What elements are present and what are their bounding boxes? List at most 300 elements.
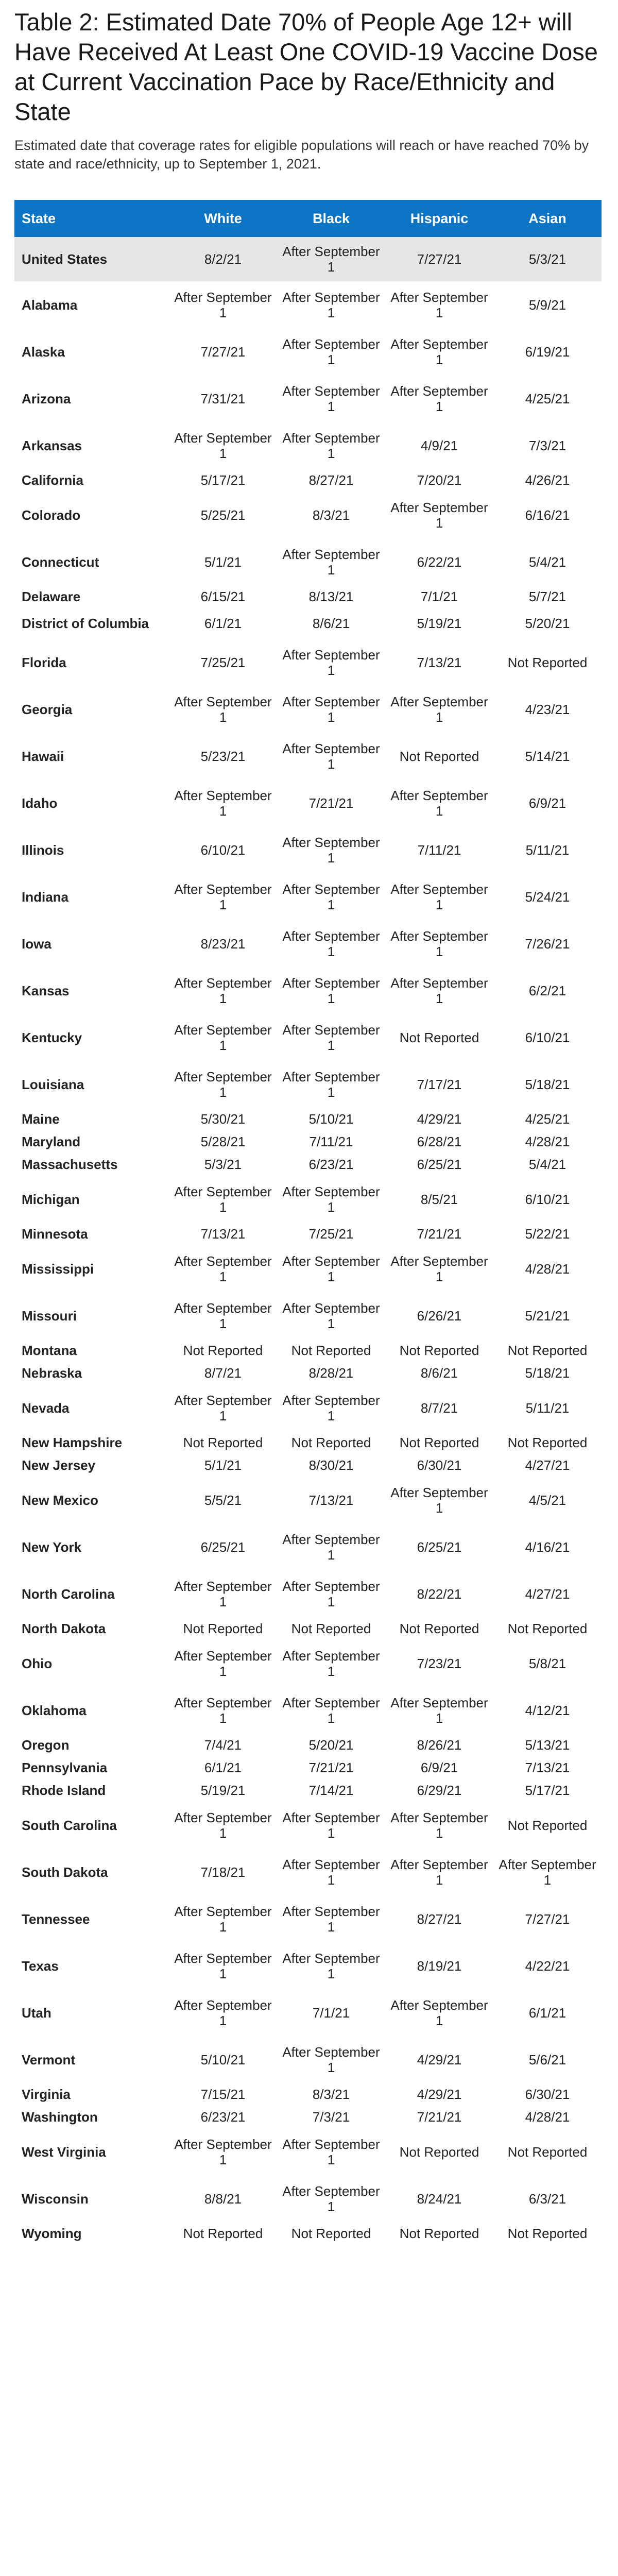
state-name-cell: Ohio <box>22 1655 53 1671</box>
white-date-cell: 5/1/21 <box>204 1458 242 1473</box>
hispanic-date-cell: 8/19/21 <box>417 1958 462 1974</box>
state-name-cell: New York <box>22 1539 82 1555</box>
state-name-cell: West Virginia <box>22 2144 106 2160</box>
state-name-cell: Maryland <box>22 1134 81 1149</box>
table-row <box>14 1523 602 1570</box>
asian-date-cell: 4/28/21 <box>525 1134 570 1149</box>
white-date-cell: After September 1 <box>174 1069 272 1100</box>
white-date-cell: After September 1 <box>174 975 272 1006</box>
table-row <box>14 779 602 826</box>
table-row <box>14 1292 602 1339</box>
black-date-cell: After September 1 <box>282 289 380 320</box>
state-name-cell: Mississippi <box>22 1261 94 1277</box>
white-date-cell: Not Reported <box>183 1343 263 1358</box>
asian-date-cell: 5/17/21 <box>525 1783 570 1798</box>
black-date-cell: 8/30/21 <box>308 1458 354 1473</box>
table-row <box>14 237 602 281</box>
asian-date-cell: 4/28/21 <box>525 2109 570 2125</box>
state-name-cell: Minnesota <box>22 1226 88 1242</box>
state-name-cell: New Mexico <box>22 1492 98 1508</box>
asian-date-cell: 4/26/21 <box>525 472 570 488</box>
asian-date-cell: After September 1 <box>499 1856 596 1888</box>
table-row <box>14 1176 602 1223</box>
state-name-cell: South Dakota <box>22 1864 108 1880</box>
black-date-cell: 8/3/21 <box>312 2087 350 2102</box>
black-date-cell: After September 1 <box>282 2044 380 2075</box>
table-row <box>14 1687 602 1734</box>
white-date-cell: 5/1/21 <box>204 554 242 570</box>
table-row <box>14 873 602 920</box>
asian-date-cell: 7/27/21 <box>525 1911 570 1927</box>
white-date-cell: 8/2/21 <box>169 237 277 281</box>
black-date-cell: 7/3/21 <box>312 2109 350 2125</box>
state-name-cell: New Jersey <box>22 1458 96 1473</box>
white-date-cell: 8/8/21 <box>204 2191 242 2207</box>
black-date-cell: 7/13/21 <box>308 1492 354 1508</box>
white-date-cell: 6/25/21 <box>200 1539 246 1555</box>
asian-date-cell: 4/25/21 <box>525 391 570 406</box>
hispanic-date-cell: 4/29/21 <box>417 2052 462 2067</box>
asian-date-cell: 5/4/21 <box>528 1157 566 1172</box>
table-row <box>14 538 602 585</box>
table-row <box>14 585 602 608</box>
white-date-cell: 7/27/21 <box>200 344 246 360</box>
state-name-cell: Kentucky <box>22 1029 82 1045</box>
asian-date-cell: 4/5/21 <box>528 1492 566 1508</box>
asian-date-cell: 6/1/21 <box>528 2005 566 2021</box>
asian-date-cell: 6/3/21 <box>528 2191 566 2207</box>
white-date-cell: After September 1 <box>174 693 272 725</box>
white-date-cell: After September 1 <box>174 1578 272 1609</box>
asian-date-cell: Not Reported <box>507 2144 588 2160</box>
black-date-cell: Not Reported <box>291 1621 371 1636</box>
asian-date-cell: 4/12/21 <box>525 1702 570 1718</box>
hispanic-date-cell: After September 1 <box>390 881 488 912</box>
black-date-cell: After September 1 <box>282 546 380 578</box>
state-name-cell: Alaska <box>22 344 65 360</box>
column-header-white: White <box>169 200 277 237</box>
black-date-cell: 8/3/21 <box>312 507 350 523</box>
hispanic-date-cell: 8/22/21 <box>417 1586 462 1602</box>
asian-date-cell: Not Reported <box>507 1817 588 1833</box>
asian-date-cell: 5/21/21 <box>525 1308 570 1324</box>
table-row <box>14 1802 602 1849</box>
hispanic-date-cell: 8/26/21 <box>417 1737 462 1753</box>
state-name-cell: Alabama <box>22 297 78 313</box>
state-name-cell: Arkansas <box>22 437 82 453</box>
hispanic-date-cell: 7/17/21 <box>417 1076 462 1092</box>
white-date-cell: After September 1 <box>174 1183 272 1215</box>
asian-date-cell: 4/22/21 <box>525 1958 570 1974</box>
white-date-cell: After September 1 <box>174 1648 272 1679</box>
hispanic-date-cell: After September 1 <box>390 1253 488 1284</box>
table-row <box>14 1849 602 1895</box>
state-name-cell: Louisiana <box>22 1076 84 1092</box>
white-date-cell: 5/10/21 <box>200 2052 246 2067</box>
black-date-cell: After September 1 <box>282 1300 380 1331</box>
white-date-cell: 7/15/21 <box>200 2087 246 2102</box>
state-name-cell: Michigan <box>22 1191 80 1207</box>
table-row <box>14 1108 602 1130</box>
white-date-cell: After September 1 <box>174 1392 272 1423</box>
white-date-cell: After September 1 <box>174 1300 272 1331</box>
column-header-state: State <box>14 200 169 237</box>
white-date-cell: 5/17/21 <box>200 472 246 488</box>
state-name-cell: Nevada <box>22 1400 70 1416</box>
white-date-cell: 5/19/21 <box>200 1783 246 1798</box>
white-date-cell: 5/23/21 <box>200 748 246 764</box>
black-date-cell: After September 1 <box>282 1578 380 1609</box>
black-date-cell: After September 1 <box>282 2136 380 2167</box>
black-date-cell: 7/25/21 <box>308 1226 354 1242</box>
white-date-cell: 7/13/21 <box>200 1226 246 1242</box>
state-name-cell: Idaho <box>22 795 58 811</box>
hispanic-date-cell: 8/5/21 <box>420 1191 458 1207</box>
hispanic-date-cell: After September 1 <box>390 499 488 531</box>
black-date-cell: 8/28/21 <box>308 1365 354 1381</box>
hispanic-date-cell: 8/6/21 <box>420 1365 458 1381</box>
table-row <box>14 1617 602 1640</box>
asian-date-cell: 4/16/21 <box>525 1539 570 1555</box>
hispanic-date-cell: After September 1 <box>390 1484 488 1516</box>
black-date-cell: 7/1/21 <box>312 2005 350 2021</box>
column-header-asian: Asian <box>493 200 602 237</box>
black-date-cell: After September 1 <box>282 1392 380 1423</box>
table-row <box>14 1477 602 1523</box>
asian-date-cell: 5/9/21 <box>528 297 566 313</box>
white-date-cell: Not Reported <box>183 2226 263 2241</box>
state-name-cell: North Carolina <box>22 1586 115 1602</box>
table-row <box>14 1942 602 1989</box>
table-row <box>14 422 602 469</box>
hispanic-date-cell: After September 1 <box>390 336 488 367</box>
black-date-cell: After September 1 <box>282 834 380 866</box>
table-row <box>14 1989 602 2036</box>
state-name-cell: North Dakota <box>22 1621 106 1636</box>
hispanic-date-cell: 6/9/21 <box>420 1760 458 1775</box>
asian-date-cell: 4/23/21 <box>525 701 570 717</box>
table-row <box>14 2036 602 2083</box>
black-date-cell: After September 1 <box>277 237 385 281</box>
white-date-cell: 6/1/21 <box>204 1760 242 1775</box>
column-header-hispanic: Hispanic <box>385 200 493 237</box>
asian-date-cell: Not Reported <box>507 1435 588 1450</box>
asian-date-cell: 5/11/21 <box>525 1400 570 1416</box>
asian-date-cell: Not Reported <box>507 1343 588 1358</box>
white-date-cell: 6/23/21 <box>200 2109 246 2125</box>
hispanic-date-cell: 6/29/21 <box>417 1783 462 1798</box>
hispanic-date-cell: 6/28/21 <box>417 1134 462 1149</box>
table-row <box>14 1362 602 1384</box>
black-date-cell: 7/21/21 <box>308 1760 354 1775</box>
black-date-cell: 8/13/21 <box>308 589 354 604</box>
hispanic-date-cell: 4/29/21 <box>417 1111 462 1127</box>
hispanic-date-cell: 7/11/21 <box>417 842 461 858</box>
black-date-cell: Not Reported <box>291 1343 371 1358</box>
vaccination-table-container <box>14 200 602 2245</box>
white-date-cell: 5/28/21 <box>200 1134 246 1149</box>
white-date-cell: After September 1 <box>174 1694 272 1726</box>
hispanic-date-cell: After September 1 <box>390 1809 488 1841</box>
black-date-cell: After September 1 <box>282 740 380 772</box>
page-subtitle: Estimated date that coverage rates for eligible populations will reach or have reached 70% by state and race/ethnicity, up to September 1, 2021. <box>14 138 589 172</box>
hispanic-date-cell: After September 1 <box>390 1997 488 2028</box>
table-row <box>14 1431 602 1454</box>
table-row <box>14 2128 602 2175</box>
white-date-cell: After September 1 <box>174 1809 272 1841</box>
hispanic-date-cell: 7/1/21 <box>420 589 458 604</box>
state-name-cell: Utah <box>22 2005 52 2021</box>
asian-date-cell: 5/11/21 <box>525 842 570 858</box>
state-name-cell: South Carolina <box>22 1817 117 1833</box>
table-body <box>14 237 602 2245</box>
asian-date-cell: 6/10/21 <box>525 1191 570 1207</box>
white-date-cell: 8/23/21 <box>200 936 246 952</box>
asian-date-cell: 5/8/21 <box>528 1655 566 1671</box>
state-name-cell: Oklahoma <box>22 1702 87 1718</box>
hispanic-date-cell: 4/9/21 <box>420 437 458 453</box>
state-name-cell: Wisconsin <box>22 2191 89 2207</box>
vaccination-table <box>14 200 602 2245</box>
hispanic-date-cell: 8/24/21 <box>417 2191 462 2207</box>
black-date-cell: After September 1 <box>282 2183 380 2214</box>
hispanic-date-cell: 7/13/21 <box>417 654 462 670</box>
hispanic-date-cell: After September 1 <box>390 787 488 819</box>
state-name-cell: Virginia <box>22 2087 71 2102</box>
black-date-cell: 7/21/21 <box>308 795 354 811</box>
asian-date-cell: 7/26/21 <box>525 936 570 952</box>
asian-date-cell: 4/25/21 <box>525 1111 570 1127</box>
hispanic-date-cell: 4/29/21 <box>417 2087 462 2102</box>
white-date-cell: 8/7/21 <box>204 1365 242 1381</box>
hispanic-date-cell: After September 1 <box>390 975 488 1006</box>
white-date-cell: After September 1 <box>174 1022 272 1053</box>
state-name-cell: Missouri <box>22 1308 77 1324</box>
asian-date-cell: 5/6/21 <box>528 2052 566 2067</box>
hispanic-date-cell: Not Reported <box>399 2226 479 2241</box>
asian-date-cell: 5/3/21 <box>493 237 602 281</box>
white-date-cell: After September 1 <box>174 2136 272 2167</box>
table-row <box>14 826 602 873</box>
table-row <box>14 1779 602 1802</box>
black-date-cell: 7/14/21 <box>308 1783 354 1798</box>
black-date-cell: 5/10/21 <box>308 1111 354 1127</box>
table-row <box>14 1014 602 1061</box>
state-name-cell: Arizona <box>22 391 71 406</box>
asian-date-cell: 6/2/21 <box>528 982 566 998</box>
black-date-cell: After September 1 <box>282 1648 380 1679</box>
table-row <box>14 686 602 733</box>
table-row <box>14 608 602 639</box>
asian-date-cell: 5/24/21 <box>525 889 570 905</box>
table-row <box>14 281 602 328</box>
table-row <box>14 1384 602 1431</box>
black-date-cell: After September 1 <box>282 928 380 959</box>
table-row <box>14 1223 602 1245</box>
table-row <box>14 492 602 538</box>
white-date-cell: 5/5/21 <box>204 1492 242 1508</box>
state-name-cell: Indiana <box>22 889 69 905</box>
hispanic-date-cell: Not Reported <box>399 1029 479 1045</box>
hispanic-date-cell: After September 1 <box>390 1856 488 1888</box>
black-date-cell: 6/23/21 <box>308 1157 354 1172</box>
table-row <box>14 375 602 422</box>
black-date-cell: After September 1 <box>282 1022 380 1053</box>
asian-date-cell: 4/27/21 <box>525 1586 570 1602</box>
black-date-cell: After September 1 <box>282 1069 380 1100</box>
hispanic-date-cell: 6/22/21 <box>417 554 462 570</box>
black-date-cell: Not Reported <box>291 2226 371 2241</box>
hispanic-date-cell: Not Reported <box>399 1435 479 1450</box>
table-row <box>14 1454 602 1477</box>
table-row <box>14 639 602 686</box>
black-date-cell: After September 1 <box>282 693 380 725</box>
asian-date-cell: 7/3/21 <box>528 437 566 453</box>
hispanic-date-cell: 6/26/21 <box>417 1308 462 1324</box>
state-name-cell: Hawaii <box>22 748 64 764</box>
white-date-cell: 5/25/21 <box>200 507 246 523</box>
table-row <box>14 2083 602 2106</box>
column-header-black: Black <box>277 200 385 237</box>
table-row <box>14 1895 602 1942</box>
table-row <box>14 1734 602 1756</box>
state-name-cell: California <box>22 472 83 488</box>
state-name-cell: Oregon <box>22 1737 70 1753</box>
table-row <box>14 2175 602 2222</box>
hispanic-date-cell: 7/27/21 <box>385 237 493 281</box>
asian-date-cell: 5/22/21 <box>525 1226 570 1242</box>
black-date-cell: 8/27/21 <box>308 472 354 488</box>
asian-date-cell: 4/27/21 <box>525 1458 570 1473</box>
black-date-cell: After September 1 <box>282 1531 380 1563</box>
hispanic-date-cell: Not Reported <box>399 748 479 764</box>
black-date-cell: After September 1 <box>282 1950 380 1981</box>
white-date-cell: Not Reported <box>183 1435 263 1450</box>
asian-date-cell: 5/7/21 <box>528 589 566 604</box>
white-date-cell: After September 1 <box>174 881 272 912</box>
hispanic-date-cell: 7/21/21 <box>417 1226 462 1242</box>
asian-date-cell: 6/10/21 <box>525 1029 570 1045</box>
black-date-cell: After September 1 <box>282 1809 380 1841</box>
state-name-cell: Connecticut <box>22 554 99 570</box>
hispanic-date-cell: After September 1 <box>390 693 488 725</box>
state-name-cell: Illinois <box>22 842 64 858</box>
white-date-cell: 7/31/21 <box>200 391 246 406</box>
asian-date-cell: Not Reported <box>507 1621 588 1636</box>
white-date-cell: After September 1 <box>174 430 272 461</box>
white-date-cell: After September 1 <box>174 1903 272 1935</box>
hispanic-date-cell: Not Reported <box>399 2144 479 2160</box>
state-name-cell: Nebraska <box>22 1365 82 1381</box>
state-name-cell: Rhode Island <box>22 1783 106 1798</box>
black-date-cell: After September 1 <box>282 1694 380 1726</box>
white-date-cell: 6/10/21 <box>200 842 246 858</box>
hispanic-date-cell: Not Reported <box>399 1343 479 1358</box>
white-date-cell: 7/25/21 <box>200 654 246 670</box>
asian-date-cell: 5/13/21 <box>525 1737 570 1753</box>
black-date-cell: 7/11/21 <box>309 1134 353 1149</box>
hispanic-date-cell: After September 1 <box>390 928 488 959</box>
state-name-cell: Georgia <box>22 701 73 717</box>
table-row <box>14 733 602 779</box>
asian-date-cell: 5/18/21 <box>525 1076 570 1092</box>
state-name-cell: Tennessee <box>22 1911 90 1927</box>
hispanic-date-cell: After September 1 <box>390 1694 488 1726</box>
asian-date-cell: 7/13/21 <box>525 1760 570 1775</box>
state-name-cell: Florida <box>22 654 66 670</box>
black-date-cell: After September 1 <box>282 1856 380 1888</box>
state-name-cell: Colorado <box>22 507 81 523</box>
white-date-cell: After September 1 <box>174 787 272 819</box>
hispanic-date-cell: 7/23/21 <box>417 1655 462 1671</box>
asian-date-cell: 5/14/21 <box>525 748 570 764</box>
table-row <box>14 2106 602 2128</box>
white-date-cell: After September 1 <box>174 1997 272 2028</box>
white-date-cell: After September 1 <box>174 289 272 320</box>
black-date-cell: After September 1 <box>282 1253 380 1284</box>
hispanic-date-cell: 5/19/21 <box>417 616 462 631</box>
table-row <box>14 967 602 1014</box>
hispanic-date-cell: 6/25/21 <box>417 1539 462 1555</box>
asian-date-cell: 6/9/21 <box>528 795 566 811</box>
state-name-cell: Texas <box>22 1958 59 1974</box>
state-name-cell: Maine <box>22 1111 60 1127</box>
white-date-cell: 6/1/21 <box>204 616 242 631</box>
table-row <box>14 920 602 967</box>
black-date-cell: After September 1 <box>282 336 380 367</box>
asian-date-cell: 6/16/21 <box>525 507 570 523</box>
table-row <box>14 2222 602 2245</box>
hispanic-date-cell: After September 1 <box>390 383 488 414</box>
black-date-cell: After September 1 <box>282 430 380 461</box>
hispanic-date-cell: 7/20/21 <box>417 472 462 488</box>
state-name-cell: Vermont <box>22 2052 76 2067</box>
table-row <box>14 1245 602 1292</box>
state-name-cell: Massachusetts <box>22 1157 118 1172</box>
white-date-cell: After September 1 <box>174 1950 272 1981</box>
state-name-cell: Iowa <box>22 936 52 952</box>
asian-date-cell: Not Reported <box>507 654 588 670</box>
hispanic-date-cell: 7/21/21 <box>417 2109 462 2125</box>
black-date-cell: After September 1 <box>282 383 380 414</box>
page-title: Table 2: Estimated Date 70% of People Age 12+ will Have Received At Least One COVID-19 Vaccine Dose at Current Vaccination Pace by Race/Ethnicity and State <box>14 8 598 125</box>
white-date-cell: 7/18/21 <box>200 1864 246 1880</box>
black-date-cell: After September 1 <box>282 1903 380 1935</box>
asian-date-cell: 5/18/21 <box>525 1365 570 1381</box>
white-date-cell: After September 1 <box>174 1253 272 1284</box>
state-name-cell: District of Columbia <box>22 616 149 631</box>
table-row <box>14 1756 602 1779</box>
table-row <box>14 469 602 492</box>
asian-date-cell: 4/28/21 <box>525 1261 570 1277</box>
asian-date-cell: 6/19/21 <box>525 344 570 360</box>
asian-date-cell: Not Reported <box>507 2226 588 2241</box>
state-name-cell: Pennsylvania <box>22 1760 108 1775</box>
table-row <box>14 1130 602 1153</box>
white-date-cell: Not Reported <box>183 1621 263 1636</box>
table-row <box>14 1061 602 1108</box>
hispanic-date-cell: 6/25/21 <box>417 1157 462 1172</box>
table-row <box>14 1339 602 1362</box>
state-name-cell: Delaware <box>22 589 81 604</box>
state-name-cell: Kansas <box>22 982 70 998</box>
table-row <box>14 1640 602 1687</box>
white-date-cell: 6/15/21 <box>200 589 246 604</box>
black-date-cell: After September 1 <box>282 881 380 912</box>
asian-date-cell: 5/20/21 <box>525 616 570 631</box>
asian-date-cell: 5/4/21 <box>528 554 566 570</box>
black-date-cell: After September 1 <box>282 1183 380 1215</box>
